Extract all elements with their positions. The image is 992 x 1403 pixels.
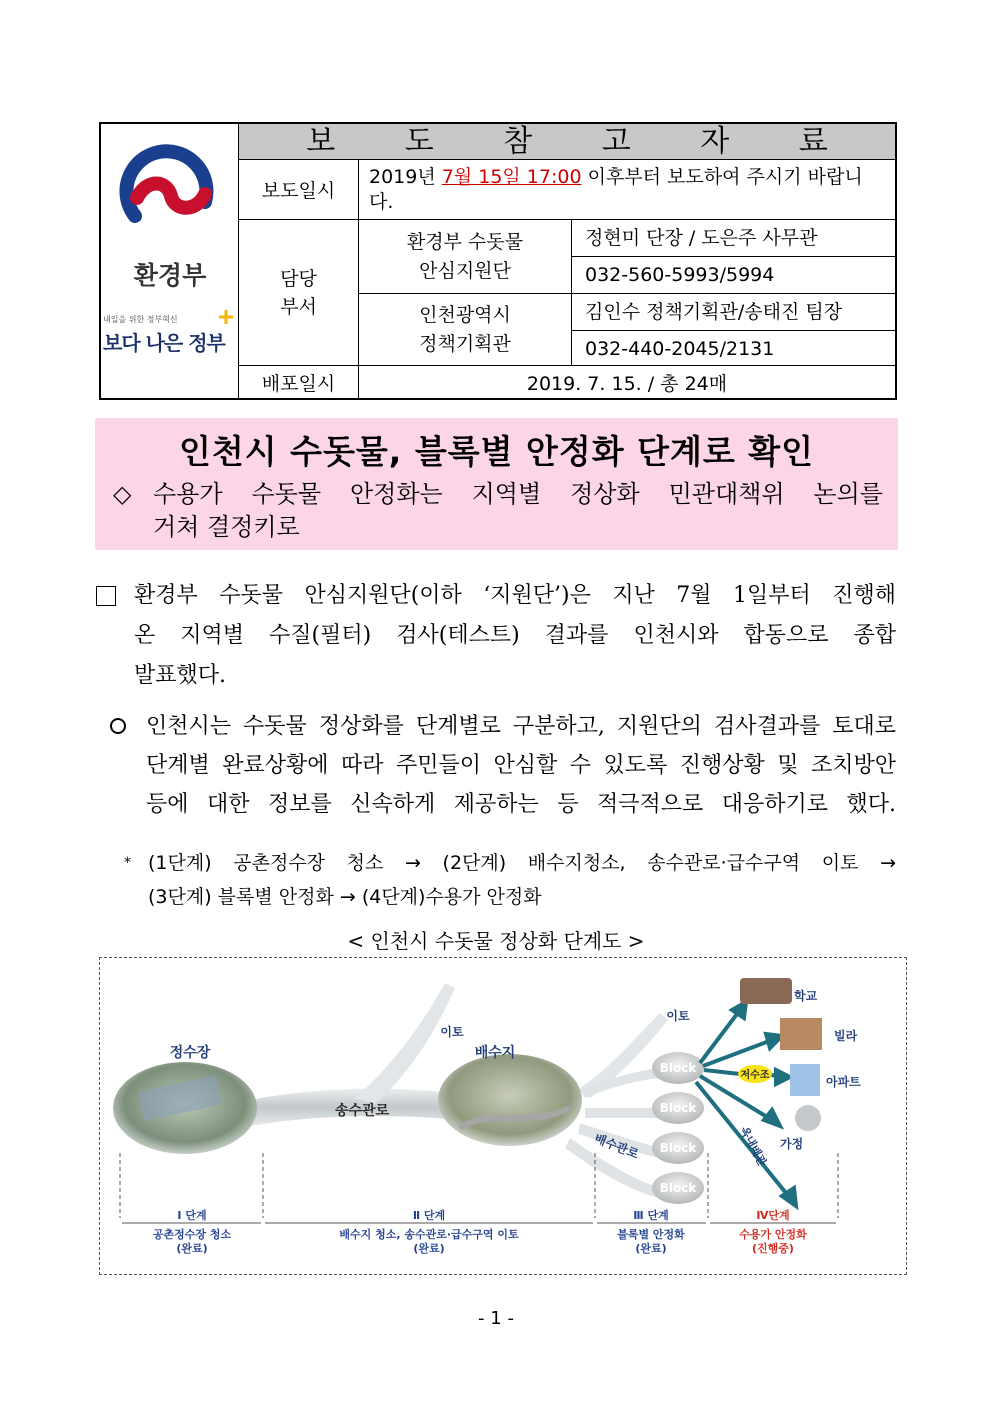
label-reservoir: 배수지 [474,1045,516,1061]
page-number: - 1 - [478,1308,514,1329]
stage-4-name: Ⅳ단계 [756,1209,790,1222]
doc-type-title: 보 도 참 고 자 료 [239,124,895,160]
label-plant: 정수장 [169,1045,211,1061]
diamond-icon: ◇ [113,480,132,508]
org-2-line1: 인천광역시 [419,303,511,326]
note-line1: (1단계) 공촌정수장 청소 → (2단계) 배수지청소, 송수관로·급수구역 이토 → [148,852,896,874]
label-main-pipe: 송수관로 [334,1103,390,1119]
label-apartment: 아파트 [826,1075,861,1089]
stage-2-status: (완료) [413,1242,445,1255]
dept-label-line2: 부서 [280,295,317,318]
apartment-icon [790,1064,820,1096]
label-block-2: Block [659,1101,697,1115]
drain-pipe-1 [355,983,455,1104]
release-pre: 2019년 [369,166,442,188]
press-header-table [99,122,897,400]
stage-1-name: Ⅰ 단계 [177,1209,207,1222]
p1-line1: 환경부 수돗물 안심지원단(이하 ‘지원단’)은 지난 7월 1일부터 진행해 [134,583,896,608]
org-1-line1: 환경부 수돗물 [406,230,524,253]
plus-icon [219,310,233,324]
p1-line3: 발표했다. [134,663,227,688]
paragraph-2 [110,707,896,824]
org-1 [359,220,572,294]
distribution-label: 배포일시 [239,366,359,398]
label-indoor-pipe: 옥내배관 [737,1124,769,1169]
release-label: 보도일시 [239,160,359,220]
org-2-contact: 김인수 정책기획관/송태진 팀장 [572,294,895,331]
stage-labels [152,1208,807,1255]
label-block-4: Block [659,1181,697,1195]
dept-label [239,220,359,366]
paragraph-1 [96,576,896,696]
p2-line3: 등에 대한 정보를 신속하게 제공하는 등 적극적으로 대응하기로 했다. [146,792,896,817]
stage-1-desc: 공촌정수장 청소 [152,1228,232,1241]
stage-diagram-svg [100,958,907,1275]
distribution-value: 2019. 7. 15. / 총 24매 [526,372,728,395]
taegeuk-logo-icon [101,124,239,254]
release-date: 7월 15일 17:00 [441,166,582,188]
faucet-icon [795,1105,821,1131]
ministry-logo-cell [101,124,239,398]
label-block-1: Block [659,1061,697,1075]
label-drain-1: 이토 [440,1025,464,1039]
square-bullet-icon [96,586,116,606]
label-drain-2: 이토 [666,1009,690,1023]
org-2 [359,294,572,366]
org-1-line2: 안심지원단 [419,259,511,282]
stage-diagram [99,957,907,1275]
slogan-small: 내일을 위한 정부혁신 [103,315,178,324]
stage-note [124,846,896,914]
label-school: 학교 [794,989,818,1003]
villa-icon [780,1018,822,1050]
note-line2: (3단계) 블록별 안정화 → (4단계)수용가 안정화 [148,886,542,908]
school-icon [740,978,792,1004]
stage-3-name: Ⅲ 단계 [633,1209,669,1222]
p2-line1: 인천시는 수돗물 정상화를 단계별로 구분하고, 지원단의 검사결과를 토대로 [146,714,896,739]
org-1-contact: 정현미 단장 / 도은주 사무관 [572,220,895,257]
org-2-line2: 정책기획관 [419,332,511,355]
label-home: 가정 [780,1137,804,1151]
stage-4-desc: 수용가 안정화 [739,1228,807,1241]
org-1-phone: 032-560-5993/5994 [572,257,895,294]
stage-2-name: Ⅱ 단계 [412,1209,446,1222]
subtitle-line1: 수용가 수돗물 안정화는 지역별 정상화 민관대책위 논의를 [153,480,883,508]
label-villa: 빌라 [834,1029,858,1043]
figure-caption: < 인천시 수돗물 정상화 단계도 > [347,929,645,953]
label-dist-pipe: 배수관로 [592,1131,641,1162]
note-asterisk: * [124,855,131,871]
headline-subtitle [113,478,883,544]
ministry-name: 환경부 [133,261,207,290]
p2-line2: 단계별 완료상황에 따라 주민들이 안심할 수 있도록 진행상황 및 조치방안 [146,753,896,778]
stage-1-status: (완료) [176,1242,208,1255]
dept-label-line1: 담당 [280,267,317,290]
label-block-3: Block [659,1141,697,1155]
reservoir-photo [438,1054,582,1146]
p1-line2: 온 지역별 수질(필터) 검사(테스트) 결과를 인천시와 합동으로 종합 [134,623,896,648]
stage-3-status: (완료) [635,1242,667,1255]
headline-box [95,418,898,550]
slogan-big: 보다 나은 정부 [103,331,225,355]
org-2-phone: 032-440-2045/2131 [572,331,895,366]
release-value [359,160,895,220]
label-tank: 저수조 [740,1070,770,1081]
headline-title: 인천시 수돗물, 블록별 안정화 단계로 확인 [179,432,814,471]
release-post: 이후부터 보도하여 주시기 바랍니다. [369,166,863,213]
stage-4-status: (진행중) [752,1242,794,1255]
stage-3-desc: 블록별 안정화 [617,1228,685,1241]
subtitle-line2: 거쳐 결정키로 [153,513,300,541]
stage-2-desc: 배수지 청소, 송수관로·급수구역 이토 [339,1228,519,1241]
block-pipe-2 [585,1108,660,1118]
stage-dividers [120,1153,838,1218]
circle-bullet-icon [110,718,126,734]
